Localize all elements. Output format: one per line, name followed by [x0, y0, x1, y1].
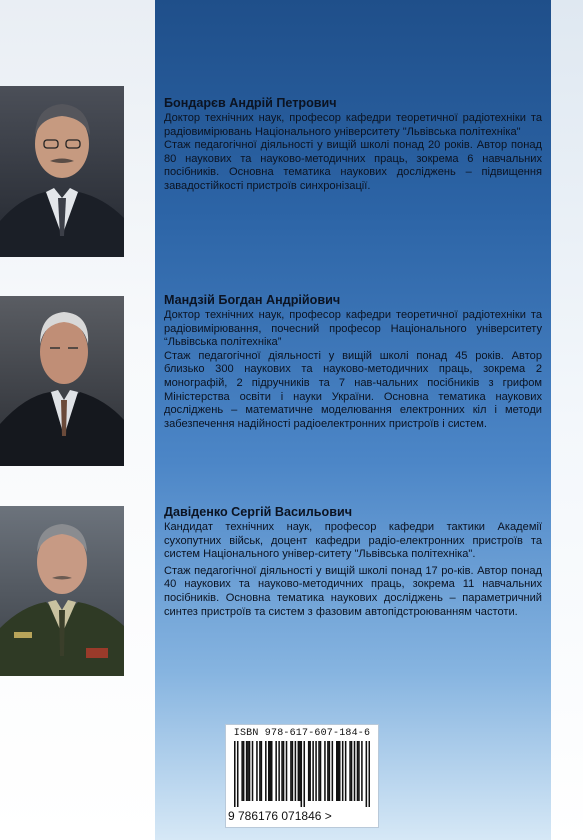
- author-1-credentials: Доктор технічних наук, професор кафедри теоретичної радіотехніки та радіовимірювань Національного університету "Львівська політехніка": [164, 112, 542, 138]
- barcode-bar: [234, 741, 236, 807]
- author-2-credentials: Доктор технічних наук, професор кафедри теоретичної радіотехніки та радіовимірювання, почесний професор Національного університету “Львівська політехніка”: [164, 309, 542, 349]
- barcode-bar: [369, 741, 370, 807]
- barcode-bar: [247, 741, 249, 801]
- barcode-bar: [256, 741, 258, 801]
- barcode-bar: [358, 741, 360, 801]
- barcode-bar: [281, 741, 283, 801]
- author-1-experience: Стаж педагогічної діяльності у вищій школі понад 20 років. Автор понад 80 наукових та науково-методичних праць, зокрема 6 навчальних посібників. Основна тематика наукових досліджень – підвищення завадостійкості пристроїв синхронізації.: [164, 139, 542, 192]
- author-2-name: Мандзій Богдан Андрійович: [164, 293, 341, 307]
- barcode-digits: 9 786176 071846 >: [228, 809, 332, 823]
- barcode-bar: [324, 741, 326, 801]
- barcode-bar: [332, 741, 334, 801]
- barcode-bar: [337, 741, 339, 801]
- barcode-bar: [268, 741, 270, 801]
- barcode-bar: [336, 741, 338, 801]
- barcode-bar: [292, 741, 294, 801]
- portrait-image: [0, 506, 124, 676]
- barcode-bar: [342, 741, 344, 801]
- barcode-bar: [283, 741, 285, 801]
- barcode-icon: [234, 741, 370, 807]
- barcode-bar: [243, 741, 245, 801]
- barcode-bar: [320, 741, 322, 801]
- author-3-name: Давіденко Сергій Васильович: [164, 505, 353, 519]
- barcode-bar: [318, 741, 320, 801]
- barcode-bar: [241, 741, 243, 801]
- barcode-bar: [252, 741, 254, 801]
- barcode-bar: [269, 741, 271, 801]
- barcode-bar: [265, 741, 267, 801]
- barcode-bar: [357, 741, 359, 801]
- barcode-bar: [361, 741, 363, 801]
- author-1-bio: [164, 96, 542, 194]
- barcode-bar: [278, 741, 280, 801]
- isbn-number: ISBN 978-617-607-184-6: [233, 728, 371, 739]
- barcode-bar: [259, 741, 261, 801]
- barcode-bar: [249, 741, 251, 801]
- portrait-image: [0, 296, 124, 466]
- barcode-bar: [246, 741, 248, 801]
- barcode-bar: [295, 741, 297, 801]
- author-3-photo: [0, 506, 124, 676]
- barcode-bar: [329, 741, 331, 801]
- author-3-credentials: Кандидат технічних наук, професор кафедри тактики Академії сухопутних військ, доцент кафедри радіо-електронних пристроїв та систем Національного універ-ситету "Львівська політехніка".: [164, 521, 542, 561]
- barcode-bar: [299, 741, 301, 801]
- barcode-bar: [354, 741, 356, 801]
- author-1-name: Бондарєв Андрій Петрович: [164, 96, 337, 110]
- author-3-experience: Стаж педагогічної діяльності у вищій школі понад 17 ро-ків. Автор понад 40 наукових та науково-методичних праць, зокрема 11 навчальних посібників. Основна тематика наукових досліджень – параметричний синтез пристроїв та систем з фазовим автопідстроюванням частоти.: [164, 564, 542, 618]
- barcode-bar: [309, 741, 311, 801]
- right-margin-strip: [551, 0, 583, 840]
- barcode-bar: [339, 741, 341, 801]
- author-2-bio: [164, 293, 542, 431]
- barcode-bar: [312, 741, 314, 801]
- barcode-bar: [315, 741, 317, 801]
- author-2-photo: [0, 296, 124, 466]
- author-1-photo: [0, 86, 124, 257]
- barcode-bar: [308, 741, 310, 801]
- barcode-bar: [237, 741, 239, 807]
- barcode-bar: [290, 741, 292, 801]
- barcode-bar: [286, 741, 288, 801]
- isbn-barcode-box: [225, 724, 379, 828]
- barcode-bar: [271, 741, 273, 801]
- barcode-bar: [301, 741, 303, 807]
- author-2-experience: Стаж педагогічної діяльності у вищій школі понад 45 років. Автор близько 300 наукових та науково-методичних праць, зокрема 2 монографій, 2 підручників та 7 нав-чальних посібників з грифом Міністерства освіти і науки України. Основна тематика наукових досліджень – математичне моделювання електронних кіл і методи забезпечення надійності радіоелектронних пристроїв і систем.: [164, 349, 542, 430]
- barcode-bar: [327, 741, 329, 801]
- barcode-bar: [345, 741, 347, 801]
- barcode-bar: [261, 741, 263, 801]
- barcode-bar: [351, 741, 353, 801]
- barcode-bar: [303, 741, 305, 807]
- portrait-image: [0, 86, 124, 257]
- barcode-bar: [366, 741, 368, 807]
- barcode-bar: [298, 741, 300, 801]
- barcode-bar: [349, 741, 351, 801]
- barcode-bar: [275, 741, 277, 801]
- author-3-bio: [164, 505, 542, 619]
